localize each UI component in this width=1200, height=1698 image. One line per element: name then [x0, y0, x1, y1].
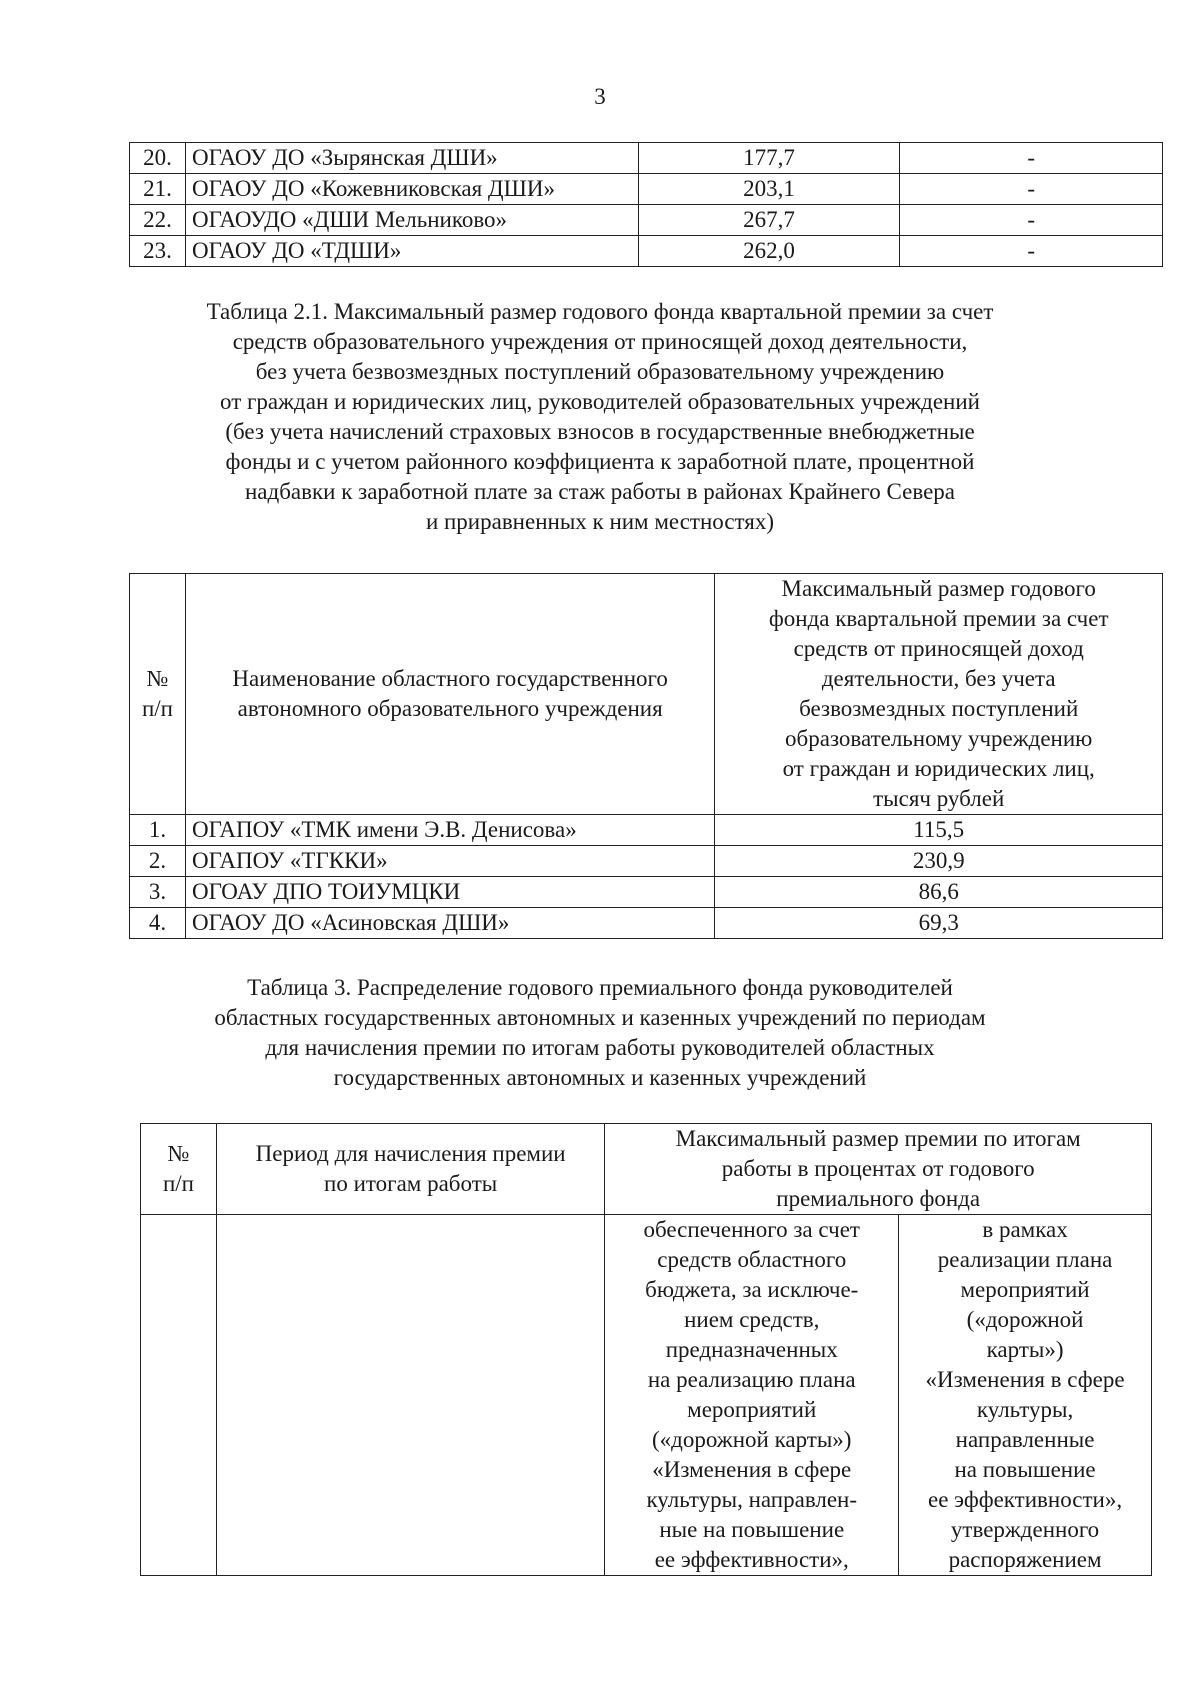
caption-line: государственных автономных и казенных учреждений — [333, 1065, 867, 1090]
header-period: Период для начисления премии по итогам работы — [216, 1124, 604, 1215]
caption-line: фонды и с учетом районного коэффициента к заработной плате, процентной — [225, 449, 975, 474]
fund-value: 69,3 — [715, 908, 1163, 939]
empty-cell — [141, 1215, 217, 1576]
row-number: 4. — [130, 908, 186, 939]
fund-value: 262,0 — [638, 236, 900, 267]
row-number: 23. — [130, 236, 186, 267]
caption-line: от граждан и юридических лиц, руководителей образовательных учреждений — [220, 389, 980, 414]
fund-value: 177,7 — [638, 143, 900, 174]
fund-value: 203,1 — [638, 174, 900, 205]
caption-line: надбавки к заработной плате за стаж работы в районах Крайнего Севера — [244, 479, 956, 504]
caption-line: Таблица 3. Распределение годового премиального фонда руководителей — [247, 975, 953, 1000]
fund-value: 86,6 — [715, 877, 1163, 908]
institution-name: ОГАОУ ДО «Зырянская ДШИ» — [185, 143, 638, 174]
header-name: Наименование областного государственного автономного образовательного учреждения — [185, 574, 714, 815]
header-max-bonus: Максимальный размер премии по итогам работы в процентах от годового премиального фонда — [605, 1124, 1152, 1215]
institution-name: ОГОАУ ДПО ТОИУМЦКИ — [185, 877, 714, 908]
fund-value: 115,5 — [715, 815, 1163, 846]
table-header-row — [141, 1124, 1152, 1215]
table-row — [130, 174, 1163, 205]
table-row — [130, 815, 1163, 846]
caption-line: (без учета начислений страховых взносов в государственные внебюджетные — [225, 419, 975, 444]
row-number: 22. — [130, 205, 186, 236]
header-number: № п/п — [141, 1124, 217, 1215]
subheader-budget: обеспеченного за счет средств областного бюджета, за исключе- нием средств, предназначенных на реализацию плана мероприятий («дорожной карты») «Изменения в сфере культуры, направлен- ные на повышение ее эффективности», — [605, 1215, 899, 1576]
extra-value: - — [900, 174, 1163, 205]
table-row — [130, 236, 1163, 267]
table-row — [130, 846, 1163, 877]
header-number: № п/п — [130, 574, 186, 815]
caption-line: Таблица 2.1. Максимальный размер годового фонда квартальной премии за счет — [206, 299, 994, 324]
fund-value: 267,7 — [638, 205, 900, 236]
caption-line: для начисления премии по итогам работы руководителей областных — [265, 1035, 935, 1060]
institution-name: ОГАОУДО «ДШИ Мельниково» — [185, 205, 638, 236]
row-number: 20. — [130, 143, 186, 174]
caption-line: без учета безвозмездных поступлений образовательному учреждению — [255, 359, 945, 384]
table-3 — [140, 1123, 1152, 1576]
extra-value: - — [900, 205, 1163, 236]
table-row — [130, 877, 1163, 908]
row-number: 2. — [130, 846, 186, 877]
institution-name: ОГАПОУ «ТГККИ» — [185, 846, 714, 877]
row-number: 1. — [130, 815, 186, 846]
row-number: 3. — [130, 877, 186, 908]
table-2-1-caption — [0, 297, 1200, 537]
table-header-row — [130, 574, 1163, 815]
page-number: 3 — [594, 84, 606, 109]
row-number: 21. — [130, 174, 186, 205]
extra-value: - — [900, 236, 1163, 267]
table-subheader-row — [141, 1215, 1152, 1576]
table-2-1 — [129, 573, 1163, 939]
extra-value: - — [900, 143, 1163, 174]
continuation-table — [129, 142, 1163, 267]
institution-name: ОГАОУ ДО «Кожевниковская ДШИ» — [185, 174, 638, 205]
caption-line: и приравненных к ним местностях) — [425, 509, 775, 534]
fund-value: 230,9 — [715, 846, 1163, 877]
table-row — [130, 908, 1163, 939]
header-value: Максимальный размер годового фонда квартальной премии за счет средств от приносящей доход деятельности, без учета безвозмездных поступлений образовательному учреждению от граждан и юридических лиц, тысяч рублей — [715, 574, 1163, 815]
table-row — [130, 143, 1163, 174]
table-row — [130, 205, 1163, 236]
institution-name: ОГАОУ ДО «Асиновская ДШИ» — [185, 908, 714, 939]
table-3-caption — [0, 973, 1200, 1093]
subheader-roadmap: в рамках реализации плана мероприятий («дорожной карты») «Изменения в сфере культуры, направленные на повышение ее эффективности», утвержденного распоряжением — [899, 1215, 1152, 1576]
caption-line: областных государственных автономных и казенных учреждений по периодам — [214, 1005, 986, 1030]
caption-line: средств образовательного учреждения от приносящей доход деятельности, — [232, 329, 968, 354]
empty-cell — [216, 1215, 604, 1576]
institution-name: ОГАОУ ДО «ТДШИ» — [185, 236, 638, 267]
institution-name: ОГАПОУ «ТМК имени Э.В. Денисова» — [185, 815, 714, 846]
